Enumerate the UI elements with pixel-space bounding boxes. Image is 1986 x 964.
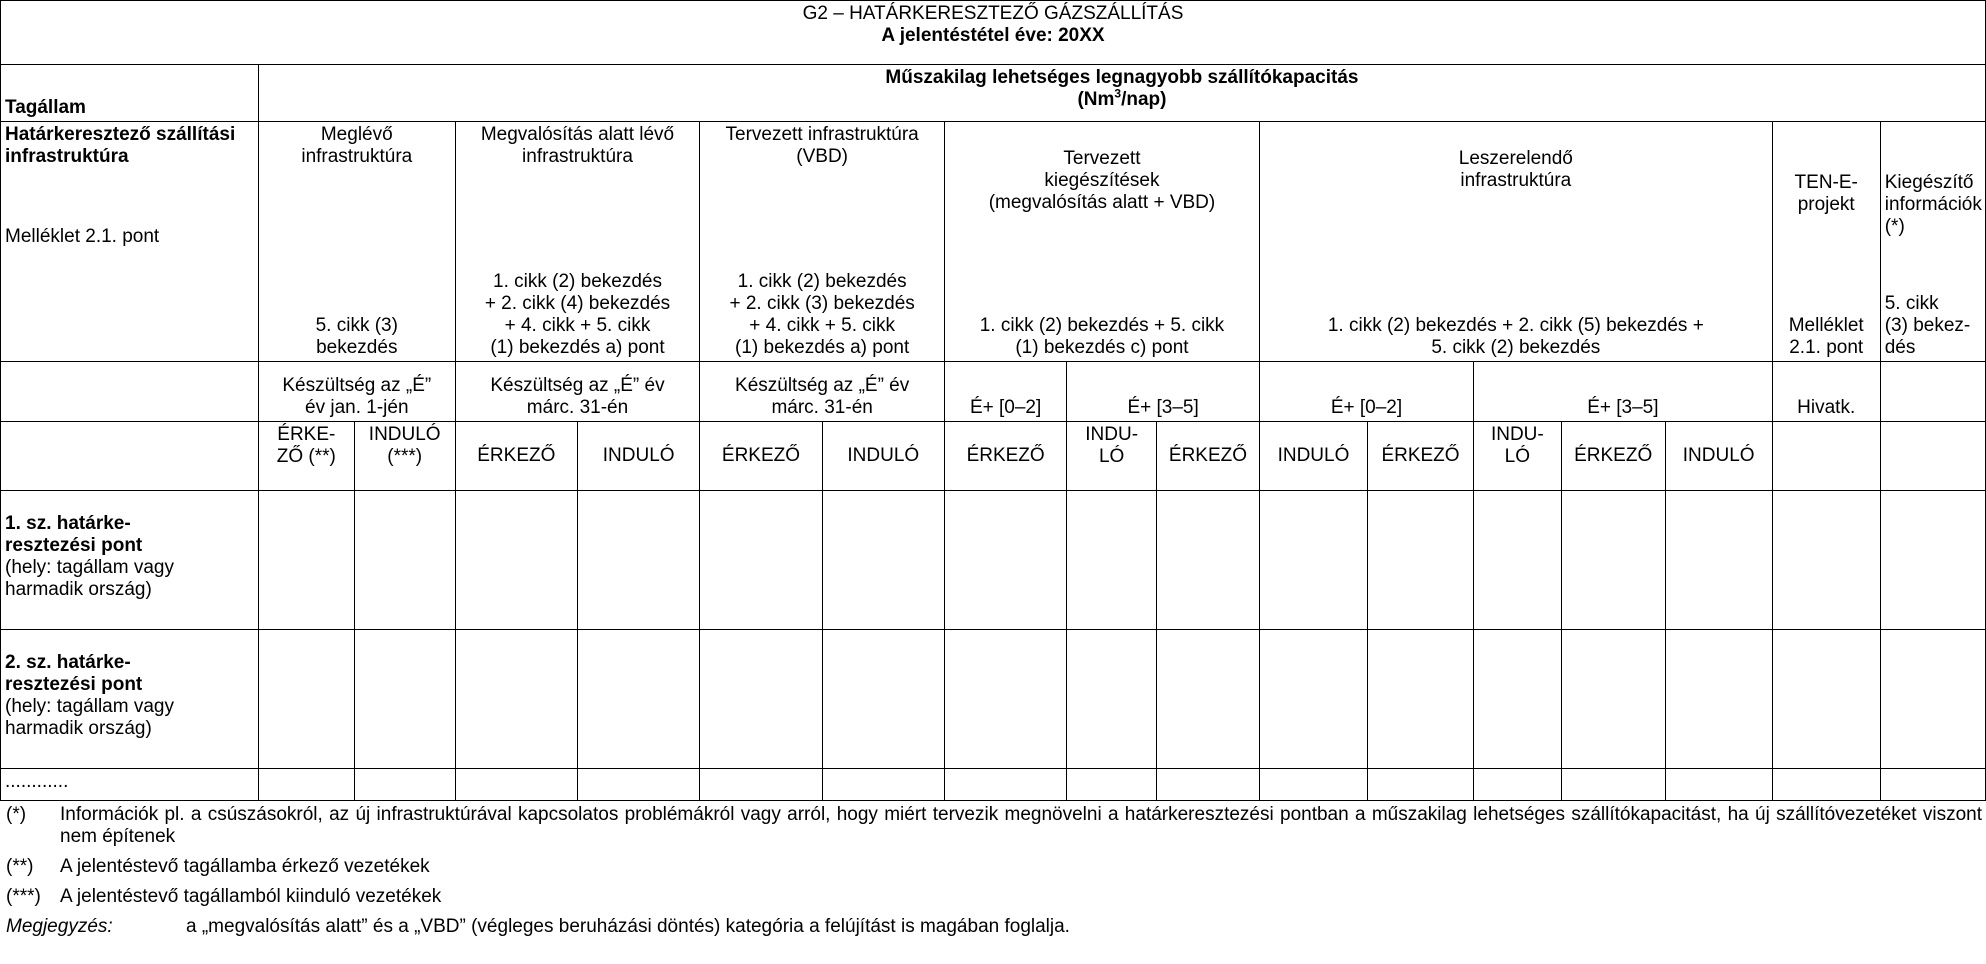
entry-cell[interactable] <box>944 769 1066 801</box>
readiness-row <box>1 362 1986 422</box>
crossing-point-label-1 <box>1 491 259 630</box>
flow-additional-empty <box>1880 422 1985 491</box>
entry-cell[interactable] <box>822 630 944 769</box>
entry-cell[interactable] <box>1157 491 1260 630</box>
footnote-text: Információk pl. a csúszásokról, az új infrastruktúrával kapcsolatos problémákról vagy arról, hogy miért tervezik megnövelni a határkeresztezési pontban a műszakilag lehetséges szállítókapacitást, ha új szállítóvezetéket viszont nem építenek <box>60 804 1982 847</box>
entry-cell[interactable] <box>1474 769 1562 801</box>
footnote <box>0 886 1986 908</box>
remark <box>0 916 1986 938</box>
planned-additions-ref: 1. cikk (2) bekezdés + 5. cikk (1) bekezdés c) pont <box>979 315 1225 358</box>
ellipsis-cell: ............ <box>1 769 259 801</box>
additional-ref: 5. cikk (3) bekez- dés <box>1884 293 1971 358</box>
form-title: G2 – HATÁRKERESZTEZŐ GÁZSZÁLLÍTÁS <box>802 3 1184 24</box>
additions-3-5-departing: INDULÓ <box>1259 422 1367 491</box>
entry-cell[interactable] <box>258 630 354 769</box>
footnote-mark: (*) <box>6 804 27 825</box>
entry-cell[interactable] <box>455 491 577 630</box>
entry-cell[interactable] <box>354 769 455 801</box>
under-construction-arriving: ÉRKEZŐ <box>455 422 577 491</box>
entry-cell[interactable] <box>577 491 699 630</box>
entry-cell[interactable] <box>1259 491 1367 630</box>
decommission-title: Leszerelendő infrastruktúra <box>1458 148 1573 191</box>
entry-cell[interactable] <box>577 630 699 769</box>
entry-cell[interactable] <box>1772 630 1880 769</box>
planned-infrastructure-header <box>700 122 945 362</box>
existing-title: Meglévő infrastruktúra <box>301 124 413 167</box>
entry-cell[interactable] <box>1368 769 1474 801</box>
entry-cell[interactable] <box>1561 630 1665 769</box>
decommission-e-0-2: É+ [0–2] <box>1259 362 1473 422</box>
entry-cell[interactable] <box>1067 630 1157 769</box>
entry-cell[interactable] <box>1665 491 1772 630</box>
entry-cell[interactable] <box>1259 769 1367 801</box>
entry-cell[interactable] <box>822 491 944 630</box>
entry-cell[interactable] <box>1067 769 1157 801</box>
crossing-point-label-2 <box>1 630 259 769</box>
additions-e-3-5: É+ [3–5] <box>1067 362 1260 422</box>
entry-cell[interactable] <box>1368 630 1474 769</box>
crossing-point-title-1: 1. sz. határke- resztezési pont <box>5 513 143 556</box>
ellipsis-row <box>1 769 1986 801</box>
footnote-text: A jelentéstevő tagállamba érkező vezetékek <box>60 856 430 877</box>
under-construction-departing: INDULÓ <box>577 422 699 491</box>
infrastructure-ref: Melléklet 2.1. pont <box>5 226 160 247</box>
existing-infrastructure-header <box>258 122 455 362</box>
additions-0-2-arriving: ÉRKEZŐ <box>944 422 1066 491</box>
footnote-mark: (**) <box>6 856 34 877</box>
planned-additions-header <box>944 122 1259 362</box>
decommission-0-2-arriving: ÉRKEZŐ <box>1368 422 1474 491</box>
additions-e-0-2: É+ [0–2] <box>944 362 1066 422</box>
existing-departing: INDULÓ (***) <box>354 422 455 491</box>
entry-cell[interactable] <box>822 769 944 801</box>
entry-cell[interactable] <box>258 769 354 801</box>
footnote-text: A jelentéstevő tagállamból kiinduló vezetékek <box>60 886 442 907</box>
entry-cell[interactable] <box>1665 769 1772 801</box>
flow-empty-cell <box>1 422 259 491</box>
additional-title: Kiegészítő információk (*) <box>1884 172 1982 237</box>
planned-arriving: ÉRKEZŐ <box>700 422 822 491</box>
entry-cell[interactable] <box>1474 630 1562 769</box>
entry-cell[interactable] <box>1880 769 1985 801</box>
entry-cell[interactable] <box>354 630 455 769</box>
entry-cell[interactable] <box>700 769 822 801</box>
entry-cell[interactable] <box>700 491 822 630</box>
entry-cell[interactable] <box>1772 491 1880 630</box>
crossing-point-detail-1: (hely: tagállam vagy harmadik ország) <box>5 557 174 600</box>
entry-cell[interactable] <box>944 630 1066 769</box>
entry-cell[interactable] <box>1561 769 1665 801</box>
column-header-row <box>1 122 1986 362</box>
decommission-0-2-departing: INDU- LÓ <box>1474 422 1562 491</box>
entry-cell[interactable] <box>1067 491 1157 630</box>
form-title-cell <box>1 1 1986 65</box>
readiness-existing: Készültség az „É” év jan. 1-jén <box>258 362 455 422</box>
crossing-point-row-1 <box>1 491 1986 630</box>
entry-cell[interactable] <box>1880 491 1985 630</box>
entry-cell[interactable] <box>1880 630 1985 769</box>
decommission-header <box>1259 122 1772 362</box>
entry-cell[interactable] <box>944 491 1066 630</box>
entry-cell[interactable] <box>577 769 699 801</box>
entry-cell[interactable] <box>1665 630 1772 769</box>
remark-text: a „megvalósítás alatt” és a „VBD” (végleges beruházási döntés) kategória a felújítást is magában foglalja. <box>186 916 1070 937</box>
ten-e-reference: Hivatk. <box>1772 362 1880 422</box>
readiness-under-construction: Készültség az „É” év márc. 31-én <box>455 362 700 422</box>
crossing-point-detail-2: (hely: tagállam vagy harmadik ország) <box>5 696 174 739</box>
footnotes <box>0 804 1986 938</box>
crossing-point-row-2 <box>1 630 1986 769</box>
decommission-3-5-departing: INDULÓ <box>1665 422 1772 491</box>
entry-cell[interactable] <box>1157 630 1260 769</box>
entry-cell[interactable] <box>258 491 354 630</box>
existing-ref: 5. cikk (3) bekezdés <box>315 315 398 358</box>
decommission-e-3-5: É+ [3–5] <box>1474 362 1773 422</box>
entry-cell[interactable] <box>700 630 822 769</box>
planned-departing: INDULÓ <box>822 422 944 491</box>
infrastructure-label-cell <box>1 122 259 362</box>
flow-direction-row <box>1 422 1986 491</box>
entry-cell[interactable] <box>1772 769 1880 801</box>
title-row <box>1 1 1986 65</box>
entry-cell[interactable] <box>1259 630 1367 769</box>
readiness-empty-cell <box>1 362 259 422</box>
readiness-additional-empty <box>1880 362 1985 422</box>
existing-arriving: ÉRKE- ZŐ (**) <box>258 422 354 491</box>
additional-info-header <box>1880 122 1985 362</box>
crossing-point-title-2: 2. sz. határke- resztezési pont <box>5 652 143 695</box>
entry-cell[interactable] <box>455 630 577 769</box>
entry-cell[interactable] <box>1368 491 1474 630</box>
footnote <box>0 804 1986 848</box>
planned-additions-title: Tervezett kiegészítések (megvalósítás alatt + VBD) <box>988 148 1216 213</box>
footnote-mark: (***) <box>6 886 41 907</box>
decommission-3-5-arriving: ÉRKEZŐ <box>1561 422 1665 491</box>
footnote <box>0 856 1986 878</box>
under-construction-title: Megvalósítás alatt lévő infrastruktúra <box>480 124 675 167</box>
entry-cell[interactable] <box>354 491 455 630</box>
ten-e-ref: Melléklet 2.1. pont <box>1788 315 1864 358</box>
ten-e-title: TEN-E- projekt <box>1794 172 1858 215</box>
planned-ref: 1. cikk (2) bekezdés + 2. cikk (3) bekezdés + 4. cikk + 5. cikk (1) bekezdés a) pont <box>729 271 915 358</box>
decommission-ref: 1. cikk (2) bekezdés + 2. cikk (5) bekezdés + 5. cikk (2) bekezdés <box>1327 315 1704 358</box>
additions-0-2-departing: INDU- LÓ <box>1067 422 1157 491</box>
capacity-header-row <box>1 65 1986 122</box>
planned-title: Tervezett infrastruktúra (VBD) <box>725 124 919 167</box>
ten-e-header <box>1772 122 1880 362</box>
entry-cell[interactable] <box>1474 491 1562 630</box>
capacity-unit: (Nm$^3$/nap) <box>1077 86 1167 110</box>
flow-ten-e-empty <box>1772 422 1880 491</box>
member-state-label: Tagállam <box>1 65 259 122</box>
capacity-header <box>258 65 1985 122</box>
entry-cell[interactable] <box>1561 491 1665 630</box>
under-construction-header <box>455 122 700 362</box>
infrastructure-title: Határkeresztező szállítási infrastruktúra <box>5 124 236 167</box>
reporting-year: A jelentéstétel éve: 20XX <box>881 25 1105 46</box>
readiness-planned: Készültség az „É” év márc. 31-én <box>700 362 945 422</box>
under-construction-ref: 1. cikk (2) bekezdés + 2. cikk (4) bekezdés + 4. cikk + 5. cikk (1) bekezdés a) pont <box>484 271 671 358</box>
capacity-title: Műszakilag lehetséges legnagyobb szállítókapacitás <box>885 67 1359 88</box>
entry-cell[interactable] <box>1157 769 1260 801</box>
additions-3-5-arriving: ÉRKEZŐ <box>1157 422 1260 491</box>
entry-cell[interactable] <box>455 769 577 801</box>
remark-label: Megjegyzés: <box>6 916 113 937</box>
